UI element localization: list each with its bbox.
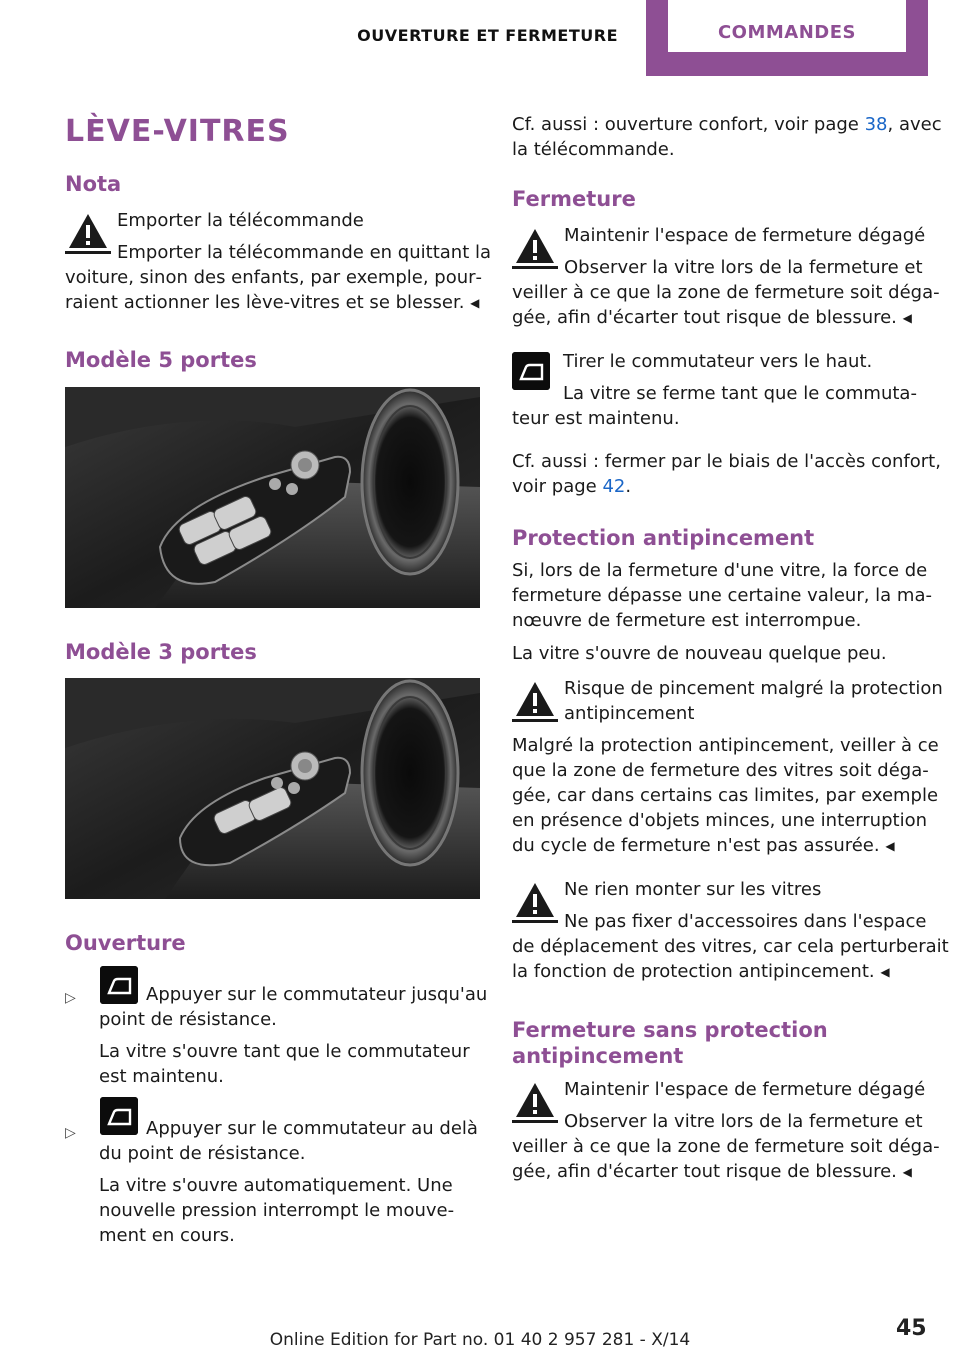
text-line: nouvelle pression interrompt le mouve‐ [99, 1200, 455, 1221]
text-line: Emporter la télécommande en quittant la [117, 242, 492, 263]
warning-title: Risque de pincement malgré la protection [564, 678, 943, 699]
text-line: Cf. aussi : fermer par le biais de l'accès confort, [512, 451, 941, 472]
text-line: Cf. aussi : ouverture confort, voir page 38, avec [512, 114, 942, 135]
text-line: du point de résistance. [99, 1143, 306, 1164]
warning-title: Maintenir l'espace de fermeture dégagé [564, 1079, 926, 1100]
edition-footer: Online Edition for Part no. 01 40 2 957 281 - X/14 [269, 1330, 691, 1350]
sans-protection-heading-cont: antipincement [512, 1044, 684, 1068]
text-line: La vitre se ferme tant que le commuta‐ [563, 383, 917, 404]
text-line: en présence d'objets minces, une interruption [512, 810, 927, 831]
page-title: LÈVE-VITRES [65, 114, 290, 149]
text-line: point de résistance. [99, 1009, 277, 1030]
text-line: la fonction de protection antipincement. ◀ [512, 961, 890, 982]
model5-heading: Modèle 5 portes [65, 348, 257, 372]
warning-icon [512, 879, 558, 923]
warning-icon [512, 678, 558, 722]
text-line: Malgré la protection antipincement, veiller à ce [512, 735, 939, 756]
page-link-42[interactable]: 42 [602, 476, 626, 497]
page-number: 45 [896, 1316, 927, 1341]
sans-protection-heading: Fermeture sans protection [512, 1018, 828, 1042]
warning-title: antipincement [564, 703, 695, 724]
text-line: Appuyer sur le commutateur jusqu'au [146, 984, 488, 1005]
text-line: La vitre s'ouvre automatiquement. Une [99, 1175, 453, 1196]
text-line: Observer la vitre lors de la fermeture et [564, 257, 923, 278]
window-switch-icon [100, 966, 138, 1004]
text-line: La vitre s'ouvre de nouveau quelque peu. [512, 643, 887, 664]
text-line: gée, car dans certains cas limites, par exemple [512, 785, 939, 806]
text-line: veiller à ce que la zone de fermeture soit déga‐ [512, 282, 940, 303]
text-line: teur est maintenu. [512, 408, 680, 429]
text-line: La vitre s'ouvre tant que le commutateur [99, 1041, 470, 1062]
text-line: ment en cours. [99, 1225, 235, 1246]
window-switch-photo-5-doors [65, 387, 480, 608]
warning-icon [65, 210, 111, 254]
text-line: Ne pas fixer d'accessoires dans l'espace [564, 911, 927, 932]
text-line: voir page 42. [512, 476, 632, 497]
text-line: gée, afin d'écarter tout risque de blessure. ◀ [512, 307, 912, 328]
end-mark-icon: ◀ [902, 311, 912, 325]
model3-heading: Modèle 3 portes [65, 640, 257, 664]
text-line: Observer la vitre lors de la fermeture et [564, 1111, 923, 1132]
text-line: nœuvre de fermeture est interrompue. [512, 610, 862, 631]
end-mark-icon: ◀ [885, 839, 895, 853]
text-line: fermeture dépasse une certaine valeur, la ma‐ [512, 585, 932, 606]
text-line: que la zone de fermeture des vitres soit déga‐ [512, 760, 929, 781]
protection-heading: Protection antipincement [512, 526, 815, 550]
ouverture-heading: Ouverture [65, 931, 186, 955]
warning-title: Ne rien monter sur les vitres [564, 879, 822, 900]
end-mark-icon: ◀ [470, 296, 480, 310]
bullet-icon: ▷ [65, 1125, 76, 1141]
text-line: la télécommande. [512, 139, 675, 160]
bullet-icon: ▷ [65, 990, 76, 1006]
text-line: est maintenu. [99, 1066, 224, 1087]
warning-icon [512, 1079, 558, 1123]
text-line: Si, lors de la fermeture d'une vitre, la force de [512, 560, 928, 581]
end-mark-icon: ◀ [880, 965, 890, 979]
text-line: Tirer le commutateur vers le haut. [563, 351, 873, 372]
window-switch-icon [100, 1097, 138, 1135]
text-line: Appuyer sur le commutateur au delà [146, 1118, 478, 1139]
header-section-title: OUVERTURE ET FERMETURE [357, 26, 618, 45]
nota-heading: Nota [65, 172, 122, 196]
text-line: du cycle de fermeture n'est pas assurée. ◀ [512, 835, 895, 856]
text-line: raient actionner les lève-vitres et se blesser. ◀ [65, 292, 480, 313]
running-header-section [0, 0, 646, 64]
text-line: veiller à ce que la zone de fermeture soit déga‐ [512, 1136, 940, 1157]
end-mark-icon: ◀ [902, 1165, 912, 1179]
window-switch-icon [512, 352, 550, 390]
text-line: de déplacement des vitres, car cela perturberait [512, 936, 949, 957]
warning-title: Emporter la télécommande [117, 210, 364, 231]
warning-icon [512, 225, 558, 269]
window-switch-photo-3-doors [65, 678, 480, 899]
chapter-title: COMMANDES [717, 22, 857, 43]
text-line: voiture, sinon des enfants, par exemple, pour‐ [65, 267, 483, 288]
page-link-38[interactable]: 38 [864, 114, 888, 135]
fermeture-heading: Fermeture [512, 187, 636, 211]
warning-title: Maintenir l'espace de fermeture dégagé [564, 225, 926, 246]
text-line: gée, afin d'écarter tout risque de blessure. ◀ [512, 1161, 912, 1182]
chapter-tab [646, 0, 928, 76]
